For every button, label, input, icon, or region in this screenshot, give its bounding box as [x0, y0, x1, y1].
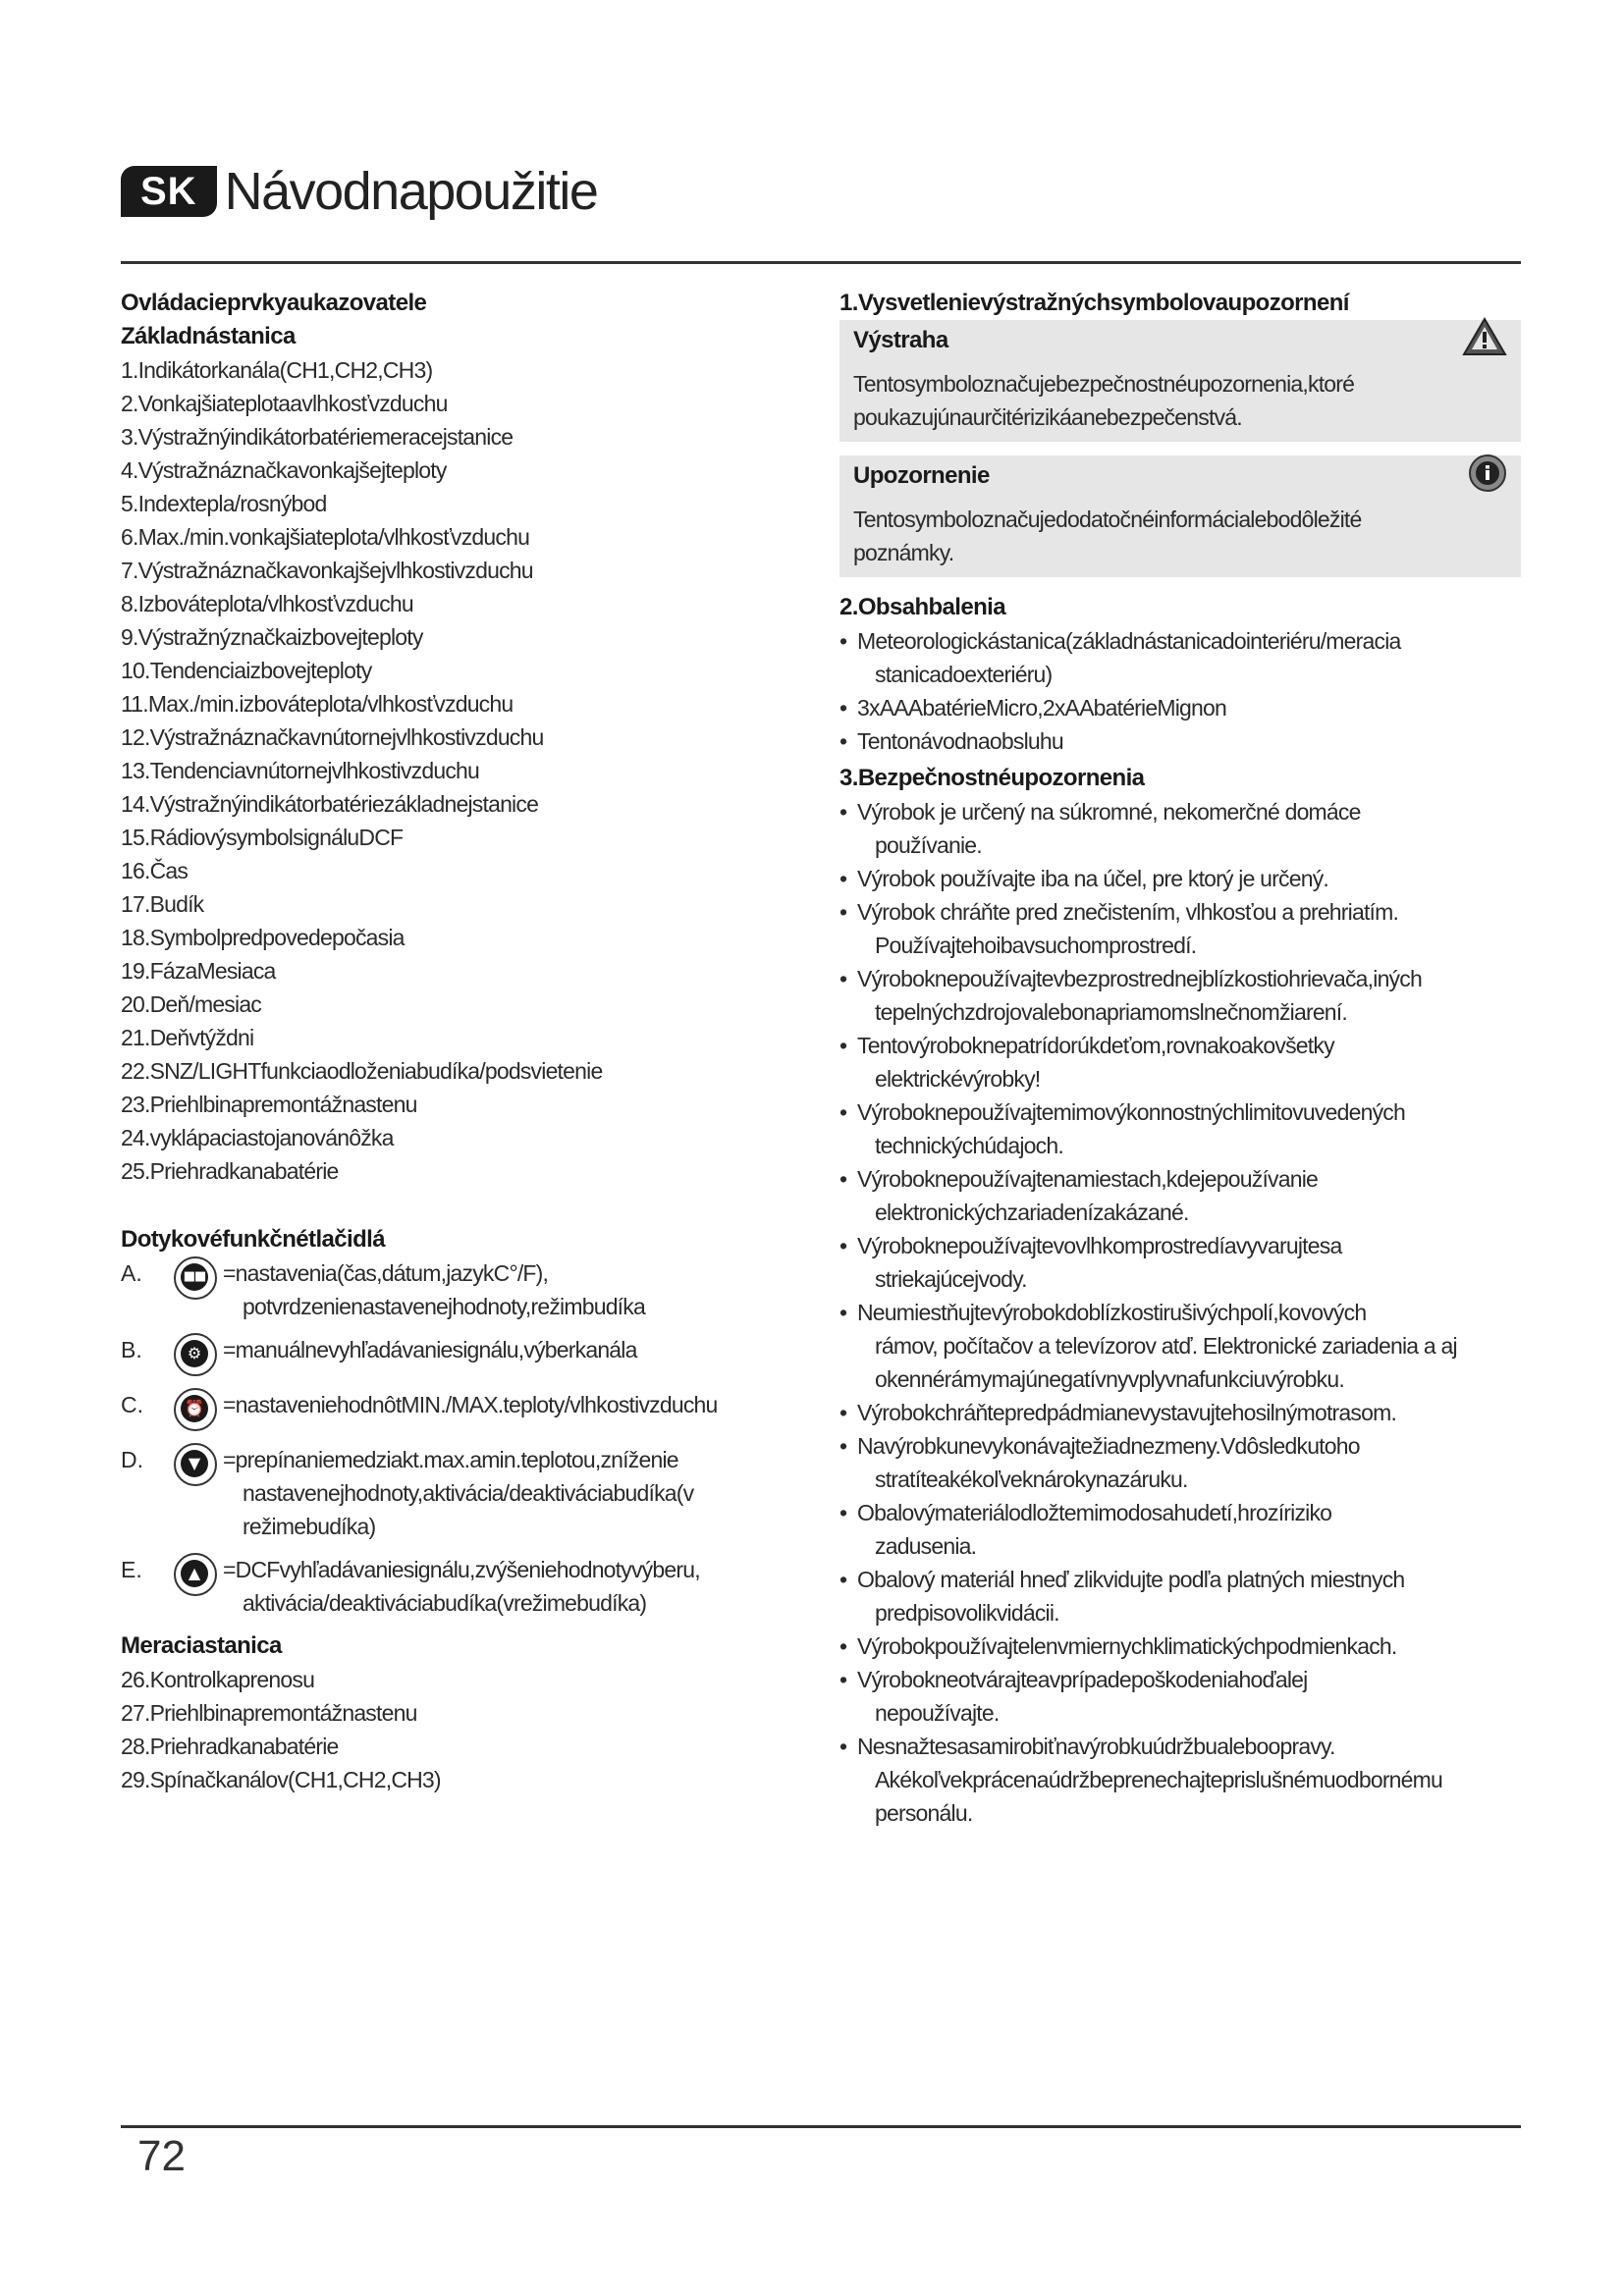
list-item: 4.Výstražnáznačkavonkajšejteploty [121, 457, 447, 483]
list-item: 12.Výstražnáznačkavnútornejvlhkostivzduchu [121, 724, 544, 750]
right-column [839, 287, 1521, 1830]
page-header [121, 161, 597, 222]
up-arrow-icon: ▲ [170, 1549, 219, 1598]
warning-text: poukazujúnaurčitérizikáanebezpečenstvá. [853, 404, 1242, 430]
note-text: poznámky. [853, 540, 954, 565]
list-item: 19.FázaMesiaca [121, 958, 276, 984]
list-item: 10.Tendenciaizbovejteploty [121, 658, 372, 683]
list-item: 18.Symbolpredpovedepočasia [121, 925, 405, 950]
note-box [839, 455, 1521, 577]
base-station-list [121, 353, 788, 1188]
base-station-heading: Základnástanica [121, 323, 296, 349]
touch-desc: =prepínaniemedziakt.max.amin.teplotou,zníženie [223, 1447, 678, 1472]
list-item: 3.Výstražnýindikátorbatériemeracejstanice [121, 424, 514, 450]
row-letter: E. [121, 1557, 142, 1582]
list-item: • Výroboknepoužívajtevovlhkomprostredíavyvarujtesa striekajúcejvody. [839, 1233, 1342, 1292]
touch-button-row [121, 1388, 788, 1433]
controls-heading: Ovládacieprvkyaukazovatele [121, 290, 427, 316]
list-item: • Výrobok používajte iba na účel, pre ktorý je určený. [839, 866, 1329, 891]
list-item: 15.RádiovýsymbolsignáluDCF [121, 825, 404, 850]
footer-divider [121, 2125, 1521, 2128]
list-item: 27.Priehlbinapremontážnastenu [121, 1700, 417, 1726]
down-arrow-icon: ▼ [170, 1439, 219, 1488]
touch-desc: nastavenejhodnoty,aktivácia/deaktiváciabudíka(v [243, 1480, 694, 1506]
note-title: Upozornenie [853, 462, 990, 489]
list-item: 20.Deň/mesiac [121, 991, 262, 1017]
touch-desc: =DCFvyhľadávaniesignálu,zvýšeniehodnotyvýberu, [223, 1557, 700, 1582]
measuring-station-heading: Meraciastanica [121, 1632, 282, 1659]
list-item: 1.Indikátorkanála(CH1,CH2,CH3) [121, 357, 433, 383]
list-item: 28.Priehradkanabatérie [121, 1734, 339, 1759]
list-item: 17.Budík [121, 891, 204, 917]
list-item: 25.Priehradkanabatérie [121, 1158, 339, 1184]
list-item: • Výrobok je určený na súkromné, nekomerčné domáce používanie. [839, 799, 1361, 858]
list-item: 16.Čas [121, 858, 189, 883]
list-item: • Výrobok chráňte pred znečistením, vlhkosťou a prehriatím. Používajtehoibavsuchomprostredí. [839, 899, 1399, 958]
row-letter: B. [121, 1337, 142, 1362]
gear-icon: ⚙ [170, 1329, 219, 1378]
row-letter: A. [121, 1260, 142, 1286]
list-item: • Nesnažtesasamirobiťnavýrobkuúdržbualeboopravy. Akékoľvekprácenaúdržbeprenechajteprislušnémuodbornému personálu. [839, 1734, 1443, 1826]
list-item: • Výroboknepoužívajtevbezprostrednejblízkostiohrievača,iných tepelnýchzdrojovalebonapriamomslnečnomžiarení. [839, 966, 1422, 1025]
list-item: • Výroboknepoužívajtenamiestach,kdejepoužívanie elektronickýchzariadenízakázané. [839, 1166, 1319, 1225]
section2-heading: 2.Obsahbalenia [839, 594, 1005, 620]
list-item: 24.vyklápaciastojanovánôžka [121, 1125, 394, 1150]
touch-desc: =nastaveniehodnôtMIN./MAX.teploty/vlhkostivzduchu [223, 1392, 718, 1417]
list-item: • Tentonávodnaobsluhu [839, 728, 1063, 754]
touch-button-row [121, 1333, 788, 1378]
list-item: 26.Kontrolkaprenosu [121, 1667, 315, 1692]
safety-list [839, 795, 1521, 1830]
touch-button-row [121, 1256, 788, 1323]
section3-heading: 3.Bezpečnostnéupozornenia [839, 765, 1145, 791]
page-number: 72 [137, 2132, 186, 2180]
list-item: 5.Indextepla/rosnýbod [121, 491, 327, 516]
header-divider [121, 261, 1521, 264]
measuring-station-list [121, 1663, 788, 1796]
list-item: • Výrobokpoužívajtelenvmiernychklimatickýchpodmienkach. [839, 1633, 1397, 1659]
row-letter: C. [121, 1392, 143, 1417]
list-item: • Obalovýmateriálodložtemimodosahudetí,hrozíriziko zadusenia. [839, 1500, 1332, 1559]
row-letter: D. [121, 1447, 143, 1472]
list-item: 23.Priehlbinapremontážnastenu [121, 1092, 417, 1117]
touch-buttons-heading: Dotykovéfunkčnétlačidlá [121, 1226, 385, 1253]
section1-heading: 1.Vysvetlenievýstražnýchsymbolovaupozornení [839, 290, 1349, 316]
list-item: 21.Deňvtýždni [121, 1025, 254, 1050]
list-item: 2.Vonkajšiateplotaavlhkosťvzduchu [121, 391, 448, 416]
list-item: • Meteorologickástanica(základnástanicadointeriéru/meracia stanicadoexteriéru) [839, 628, 1401, 687]
touch-buttons-list [121, 1256, 788, 1620]
list-item: 9.Výstražnýznačkaizbovejteploty [121, 624, 423, 650]
list-item: 29.Spínačkanálov(CH1,CH2,CH3) [121, 1767, 441, 1792]
list-item: • Výroboknepoužívajtemimovýkonnostnýchlimitovuvedených technickýchúdajoch. [839, 1099, 1405, 1158]
touch-desc: =nastavenia(čas,dátum,jazykC°/F), [223, 1260, 549, 1286]
package-list [839, 624, 1521, 758]
touch-desc: režimebudíka) [243, 1514, 376, 1539]
info-icon [1468, 454, 1507, 493]
touch-desc: =manuálnevyhľadávaniesignálu,výberkanála [223, 1337, 637, 1362]
page-title: Návodnapoužitie [224, 162, 598, 221]
list-item: 13.Tendenciavnútornejvlhkostivzduchu [121, 758, 480, 783]
list-item: 8.Izbováteplota/vlhkosťvzduchu [121, 591, 413, 616]
list-item: 7.Výstražnáznačkavonkajšejvlhkostivzduchu [121, 558, 533, 583]
left-column [121, 287, 788, 1796]
alarm-clock-icon: ⏰ [170, 1384, 219, 1433]
list-item: • Navýrobkunevykonávajtežiadnezmeny.Vdôsledkutoho stratíteakékoľveknárokynazáruku. [839, 1433, 1360, 1492]
list-item: 11.Max./min.izbováteplota/vlhkosťvzduchu [121, 691, 514, 717]
language-badge: SK [121, 166, 217, 217]
list-item: • Obalový materiál hneď zlikvidujte podľa platných miestnych predpisovolikvidácii. [839, 1567, 1405, 1626]
grid-icon: ■■ [170, 1253, 219, 1302]
warning-box [839, 320, 1521, 442]
warning-triangle-icon [1462, 316, 1507, 357]
list-item: • Výrobokneotvárajteavprípadepoškodeniahoďalej nepoužívajte. [839, 1667, 1308, 1726]
touch-button-row [121, 1443, 788, 1543]
touch-button-row [121, 1553, 788, 1620]
warning-title: Výstraha [853, 327, 948, 353]
list-item: 6.Max./min.vonkajšiateplota/vlhkosťvzduchu [121, 524, 530, 550]
note-text: Tentosymboloznačujedodatočnéinformácialebodôležité [853, 507, 1362, 532]
list-item: • Neumiestňujtevýrobokdoblízkostirušivýchpolí,kovových rámov, počítačov a televízorov atď. Elektronické zariadenia a aj okennérámymajúnegatívnyvplyvnafunkciuvýrobku. [839, 1300, 1457, 1392]
list-item: 14.Výstražnýindikátorbatériezákladnejstanice [121, 791, 539, 817]
touch-desc: potvrdzenienastavenejhodnoty,režimbudíka [243, 1294, 645, 1319]
list-item: • Tentovýroboknepatrídorúkdeťom,rovnakoakovšetky elektrickévýrobky! [839, 1033, 1334, 1092]
list-item: 22.SNZ/LIGHTfunkciaodloženiabudíka/podsvietenie [121, 1058, 603, 1084]
warning-text: Tentosymboloznačujebezpečnostnéupozornenia,ktoré [853, 371, 1355, 397]
list-item: • Výrobokchráňtepredpádmianevystavujtehosilnýmotrasom. [839, 1400, 1397, 1425]
list-item: • 3xAAAbatérieMicro,2xAAbatérieMignon [839, 695, 1226, 721]
touch-desc: aktivácia/deaktiváciabudíka(vrežimebudíka) [243, 1590, 647, 1616]
